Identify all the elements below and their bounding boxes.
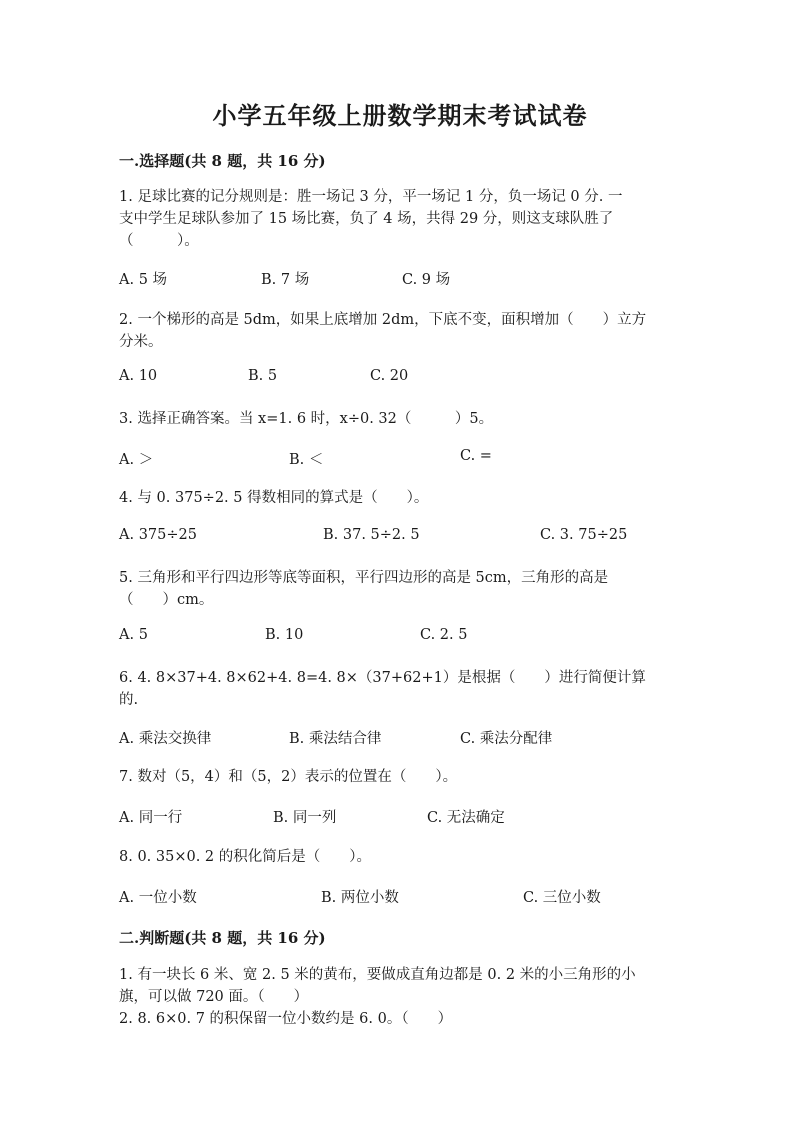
question-line: 的. xyxy=(119,692,139,708)
question-line: 支中学生足球队参加了 15 场比赛，负了 4 场，共得 29 分，则这支球队胜了 xyxy=(119,211,614,227)
question-1 xyxy=(119,186,684,252)
options-3 xyxy=(119,448,719,470)
option-c[interactable]: C. 三位小数 xyxy=(523,890,601,906)
option-a[interactable]: A. 乘法交换律 xyxy=(119,731,212,747)
option-c[interactable]: C. 20 xyxy=(370,368,409,384)
option-b[interactable]: B. 37. 5÷2. 5 xyxy=(323,527,420,543)
question-5 xyxy=(119,567,684,611)
section-heading-judgment: 二.判断题(共 8 题，共 16 分) xyxy=(119,929,326,947)
question-line: 1. 足球比赛的记分规则是：胜一场记 3 分，平一场记 1 分，负一场记 0 分. 一 xyxy=(119,189,623,205)
question-line: 3. 选择正确答案。当 x=1. 6 时，x÷0. 32（ ）5。 xyxy=(119,411,494,427)
option-b[interactable]: B. 7 场 xyxy=(261,272,310,288)
question-line: 分米。 xyxy=(119,334,163,350)
question-7 xyxy=(119,766,684,788)
options-7 xyxy=(119,806,719,828)
question-3 xyxy=(119,408,684,430)
option-a[interactable]: A. 5 场 xyxy=(119,272,168,288)
question-line: 2. 8. 6×0. 7 的积保留一位小数约是 6. 0。（ ） xyxy=(119,1011,453,1027)
option-a[interactable]: A. 一位小数 xyxy=(119,890,197,906)
page-title: 小学五年级上册数学期末考试试卷 xyxy=(212,101,588,130)
option-c[interactable]: C. 2. 5 xyxy=(420,627,468,643)
question-line: 6. 4. 8×37+4. 8×62+4. 8=4. 8×（37+62+1）是根据（ ）进行简便计算 xyxy=(119,670,646,686)
question-line: 2. 一个梯形的高是 5dm，如果上底增加 2dm，下底不变，面积增加（ ）立方 xyxy=(119,312,647,328)
option-a[interactable]: A. 5 xyxy=(119,627,148,643)
question-line: 8. 0. 35×0. 2 的积化简后是（ ）。 xyxy=(119,849,372,865)
options-5 xyxy=(119,627,719,649)
options-4 xyxy=(119,527,719,549)
option-b[interactable]: B. 10 xyxy=(265,627,304,643)
question-8 xyxy=(119,846,684,868)
options-6 xyxy=(119,727,719,749)
option-a[interactable]: A. 375÷25 xyxy=(119,527,197,543)
question-line: 7. 数对（5，4）和（5，2）表示的位置在（ ）。 xyxy=(119,769,458,785)
judgment-1 xyxy=(119,964,684,1008)
section-heading-choice: 一.选择题(共 8 题，共 16 分) xyxy=(119,152,326,170)
question-line: （ ）cm。 xyxy=(119,592,214,608)
question-line: 4. 与 0. 375÷2. 5 得数相同的算式是（ ）。 xyxy=(119,490,429,506)
question-line: 旗，可以做 720 面。（ ） xyxy=(119,989,309,1005)
option-c[interactable]: C. 乘法分配律 xyxy=(460,731,553,747)
option-b[interactable]: B. 两位小数 xyxy=(321,890,399,906)
options-1 xyxy=(119,268,719,290)
option-c[interactable]: C. 9 场 xyxy=(402,272,451,288)
option-b[interactable]: B. 同一列 xyxy=(273,810,337,826)
question-4 xyxy=(119,487,684,509)
option-b[interactable]: B. ＜ xyxy=(289,452,324,468)
question-line: 5. 三角形和平行四边形等底等面积，平行四边形的高是 5cm，三角形的高是 xyxy=(119,570,609,586)
option-a[interactable]: A. 10 xyxy=(119,368,158,384)
option-c[interactable]: C. = xyxy=(460,448,492,464)
option-b[interactable]: B. 乘法结合律 xyxy=(289,731,382,747)
question-line: 1. 有一块长 6 米、宽 2. 5 米的黄布，要做成直角边都是 0. 2 米的小三角形的小 xyxy=(119,967,636,983)
option-a[interactable]: A. ＞ xyxy=(119,452,154,468)
option-a[interactable]: A. 同一行 xyxy=(119,810,183,826)
option-b[interactable]: B. 5 xyxy=(248,368,278,384)
options-8 xyxy=(119,886,719,908)
judgment-2 xyxy=(119,1008,684,1030)
option-c[interactable]: C. 3. 75÷25 xyxy=(540,527,628,543)
option-c[interactable]: C. 无法确定 xyxy=(427,810,505,826)
question-line: （ ）。 xyxy=(119,233,199,249)
options-2 xyxy=(119,368,719,390)
question-2 xyxy=(119,309,684,353)
question-6 xyxy=(119,667,684,711)
